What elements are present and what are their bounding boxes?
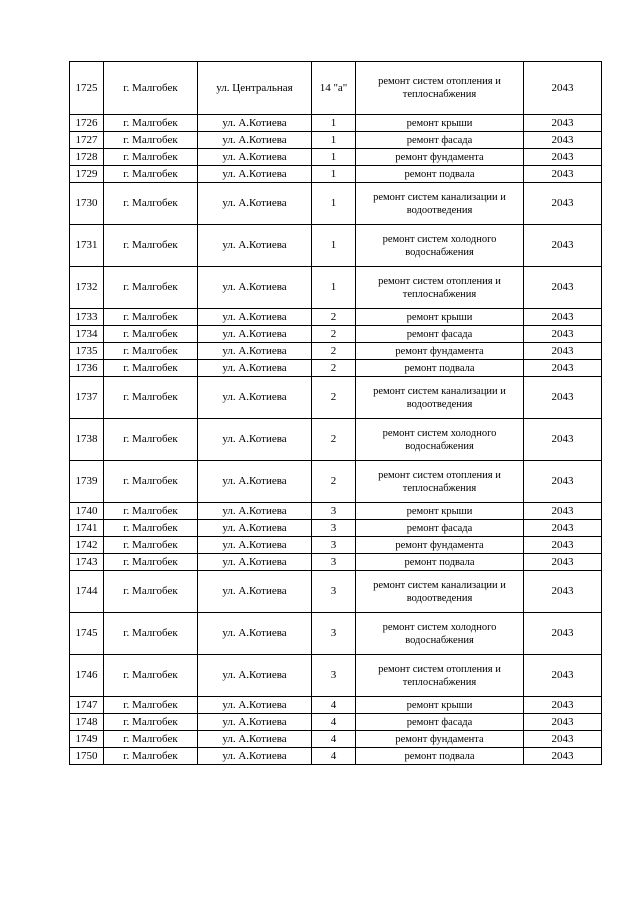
year-cell: 2043: [524, 731, 602, 748]
street-cell: ул. А.Котиева: [198, 377, 312, 419]
house-number-cell: 2: [312, 461, 356, 503]
year-cell: 2043: [524, 166, 602, 183]
year-cell: 2043: [524, 714, 602, 731]
street-cell: ул. А.Котиева: [198, 115, 312, 132]
row-number-cell: 1733: [70, 309, 104, 326]
city-cell: г. Малгобек: [104, 225, 198, 267]
house-number-cell: 2: [312, 360, 356, 377]
work-type-cell: ремонт фасада: [356, 714, 524, 731]
row-number-cell: 1734: [70, 326, 104, 343]
street-cell: ул. А.Котиева: [198, 225, 312, 267]
city-cell: г. Малгобек: [104, 613, 198, 655]
house-number-cell: 3: [312, 503, 356, 520]
street-cell: ул. А.Котиева: [198, 613, 312, 655]
city-cell: г. Малгобек: [104, 166, 198, 183]
year-cell: 2043: [524, 613, 602, 655]
work-type-cell: ремонт систем холодного водоснабжения: [356, 419, 524, 461]
house-number-cell: 3: [312, 571, 356, 613]
city-cell: г. Малгобек: [104, 326, 198, 343]
table-row: [70, 731, 602, 748]
row-number-cell: 1747: [70, 697, 104, 714]
year-cell: 2043: [524, 360, 602, 377]
table-row: [70, 537, 602, 554]
work-type-cell: ремонт систем холодного водоснабжения: [356, 225, 524, 267]
row-number-cell: 1737: [70, 377, 104, 419]
table-row: [70, 714, 602, 731]
row-number-cell: 1727: [70, 132, 104, 149]
house-number-cell: 3: [312, 655, 356, 697]
year-cell: 2043: [524, 309, 602, 326]
row-number-cell: 1725: [70, 62, 104, 115]
city-cell: г. Малгобек: [104, 377, 198, 419]
city-cell: г. Малгобек: [104, 655, 198, 697]
year-cell: 2043: [524, 748, 602, 765]
table-row: [70, 613, 602, 655]
row-number-cell: 1742: [70, 537, 104, 554]
city-cell: г. Малгобек: [104, 343, 198, 360]
table-row: [70, 419, 602, 461]
street-cell: ул. А.Котиева: [198, 714, 312, 731]
work-type-cell: ремонт фасада: [356, 326, 524, 343]
table-row: [70, 343, 602, 360]
row-number-cell: 1745: [70, 613, 104, 655]
city-cell: г. Малгобек: [104, 62, 198, 115]
city-cell: г. Малгобек: [104, 571, 198, 613]
work-type-cell: ремонт систем отопления и теплоснабжения: [356, 461, 524, 503]
year-cell: 2043: [524, 377, 602, 419]
house-number-cell: 2: [312, 377, 356, 419]
year-cell: 2043: [524, 520, 602, 537]
row-number-cell: 1726: [70, 115, 104, 132]
house-number-cell: 3: [312, 554, 356, 571]
street-cell: ул. А.Котиева: [198, 655, 312, 697]
work-type-cell: ремонт подвала: [356, 748, 524, 765]
year-cell: 2043: [524, 132, 602, 149]
table-row: [70, 225, 602, 267]
row-number-cell: 1729: [70, 166, 104, 183]
year-cell: 2043: [524, 343, 602, 360]
house-number-cell: 2: [312, 343, 356, 360]
city-cell: г. Малгобек: [104, 748, 198, 765]
city-cell: г. Малгобек: [104, 731, 198, 748]
house-number-cell: 4: [312, 748, 356, 765]
work-type-cell: ремонт фундамента: [356, 537, 524, 554]
city-cell: г. Малгобек: [104, 360, 198, 377]
row-number-cell: 1746: [70, 655, 104, 697]
city-cell: г. Малгобек: [104, 115, 198, 132]
table-row: [70, 132, 602, 149]
work-type-cell: ремонт крыши: [356, 115, 524, 132]
house-number-cell: 3: [312, 520, 356, 537]
street-cell: ул. А.Котиева: [198, 571, 312, 613]
table-row: [70, 571, 602, 613]
city-cell: г. Малгобек: [104, 309, 198, 326]
house-number-cell: 1: [312, 115, 356, 132]
work-type-cell: ремонт фундамента: [356, 731, 524, 748]
row-number-cell: 1728: [70, 149, 104, 166]
year-cell: 2043: [524, 461, 602, 503]
year-cell: 2043: [524, 62, 602, 115]
work-type-cell: ремонт подвала: [356, 360, 524, 377]
city-cell: г. Малгобек: [104, 461, 198, 503]
row-number-cell: 1750: [70, 748, 104, 765]
house-number-cell: 2: [312, 419, 356, 461]
work-type-cell: ремонт систем отопления и теплоснабжения: [356, 267, 524, 309]
street-cell: ул. А.Котиева: [198, 748, 312, 765]
city-cell: г. Малгобек: [104, 503, 198, 520]
house-number-cell: 1: [312, 225, 356, 267]
house-number-cell: 1: [312, 267, 356, 309]
year-cell: 2043: [524, 419, 602, 461]
table-row: [70, 554, 602, 571]
row-number-cell: 1739: [70, 461, 104, 503]
house-number-cell: 2: [312, 309, 356, 326]
year-cell: 2043: [524, 571, 602, 613]
year-cell: 2043: [524, 267, 602, 309]
year-cell: 2043: [524, 115, 602, 132]
year-cell: 2043: [524, 503, 602, 520]
street-cell: ул. А.Котиева: [198, 309, 312, 326]
street-cell: ул. А.Котиева: [198, 731, 312, 748]
table-row: [70, 360, 602, 377]
repair-schedule-table: [69, 61, 602, 765]
year-cell: 2043: [524, 655, 602, 697]
work-type-cell: ремонт фундамента: [356, 343, 524, 360]
row-number-cell: 1732: [70, 267, 104, 309]
street-cell: ул. А.Котиева: [198, 343, 312, 360]
city-cell: г. Малгобек: [104, 520, 198, 537]
year-cell: 2043: [524, 554, 602, 571]
street-cell: ул. А.Котиева: [198, 132, 312, 149]
house-number-cell: 3: [312, 613, 356, 655]
table-row: [70, 309, 602, 326]
table-row: [70, 503, 602, 520]
street-cell: ул. А.Котиева: [198, 149, 312, 166]
street-cell: ул. А.Котиева: [198, 267, 312, 309]
house-number-cell: 4: [312, 731, 356, 748]
street-cell: ул. А.Котиева: [198, 360, 312, 377]
house-number-cell: 3: [312, 537, 356, 554]
table-row: [70, 267, 602, 309]
street-cell: ул. А.Котиева: [198, 326, 312, 343]
row-number-cell: 1736: [70, 360, 104, 377]
row-number-cell: 1743: [70, 554, 104, 571]
street-cell: ул. А.Котиева: [198, 461, 312, 503]
city-cell: г. Малгобек: [104, 419, 198, 461]
table-body: [70, 62, 602, 765]
street-cell: ул. А.Котиева: [198, 697, 312, 714]
work-type-cell: ремонт систем канализации и водоотведения: [356, 183, 524, 225]
city-cell: г. Малгобек: [104, 267, 198, 309]
street-cell: ул. А.Котиева: [198, 166, 312, 183]
street-cell: ул. А.Котиева: [198, 183, 312, 225]
city-cell: г. Малгобек: [104, 183, 198, 225]
work-type-cell: ремонт крыши: [356, 503, 524, 520]
row-number-cell: 1748: [70, 714, 104, 731]
table-row: [70, 115, 602, 132]
work-type-cell: ремонт фасада: [356, 132, 524, 149]
row-number-cell: 1738: [70, 419, 104, 461]
street-cell: ул. А.Котиева: [198, 419, 312, 461]
row-number-cell: 1749: [70, 731, 104, 748]
city-cell: г. Малгобек: [104, 697, 198, 714]
work-type-cell: ремонт систем отопления и теплоснабжения: [356, 62, 524, 115]
table-row: [70, 697, 602, 714]
street-cell: ул. А.Котиева: [198, 537, 312, 554]
row-number-cell: 1730: [70, 183, 104, 225]
year-cell: 2043: [524, 183, 602, 225]
row-number-cell: 1744: [70, 571, 104, 613]
year-cell: 2043: [524, 326, 602, 343]
table-row: [70, 326, 602, 343]
city-cell: г. Малгобек: [104, 132, 198, 149]
work-type-cell: ремонт крыши: [356, 309, 524, 326]
row-number-cell: 1741: [70, 520, 104, 537]
city-cell: г. Малгобек: [104, 149, 198, 166]
work-type-cell: ремонт систем канализации и водоотведения: [356, 377, 524, 419]
table-row: [70, 377, 602, 419]
house-number-cell: 1: [312, 132, 356, 149]
work-type-cell: ремонт подвала: [356, 166, 524, 183]
year-cell: 2043: [524, 537, 602, 554]
street-cell: ул. А.Котиева: [198, 554, 312, 571]
street-cell: ул. А.Котиева: [198, 520, 312, 537]
year-cell: 2043: [524, 225, 602, 267]
row-number-cell: 1740: [70, 503, 104, 520]
year-cell: 2043: [524, 149, 602, 166]
house-number-cell: 4: [312, 714, 356, 731]
year-cell: 2043: [524, 697, 602, 714]
table-row: [70, 149, 602, 166]
table-row: [70, 183, 602, 225]
street-cell: ул. А.Котиева: [198, 503, 312, 520]
row-number-cell: 1731: [70, 225, 104, 267]
city-cell: г. Малгобек: [104, 714, 198, 731]
table-row: [70, 62, 602, 115]
city-cell: г. Малгобек: [104, 537, 198, 554]
house-number-cell: 14 "а": [312, 62, 356, 115]
work-type-cell: ремонт фундамента: [356, 149, 524, 166]
house-number-cell: 1: [312, 166, 356, 183]
work-type-cell: ремонт крыши: [356, 697, 524, 714]
work-type-cell: ремонт систем канализации и водоотведения: [356, 571, 524, 613]
work-type-cell: ремонт фасада: [356, 520, 524, 537]
row-number-cell: 1735: [70, 343, 104, 360]
work-type-cell: ремонт систем отопления и теплоснабжения: [356, 655, 524, 697]
work-type-cell: ремонт подвала: [356, 554, 524, 571]
work-type-cell: ремонт систем холодного водоснабжения: [356, 613, 524, 655]
table-row: [70, 748, 602, 765]
table-row: [70, 655, 602, 697]
table-row: [70, 520, 602, 537]
house-number-cell: 1: [312, 183, 356, 225]
street-cell: ул. Центральная: [198, 62, 312, 115]
house-number-cell: 2: [312, 326, 356, 343]
city-cell: г. Малгобек: [104, 554, 198, 571]
house-number-cell: 4: [312, 697, 356, 714]
table-row: [70, 166, 602, 183]
house-number-cell: 1: [312, 149, 356, 166]
table-row: [70, 461, 602, 503]
